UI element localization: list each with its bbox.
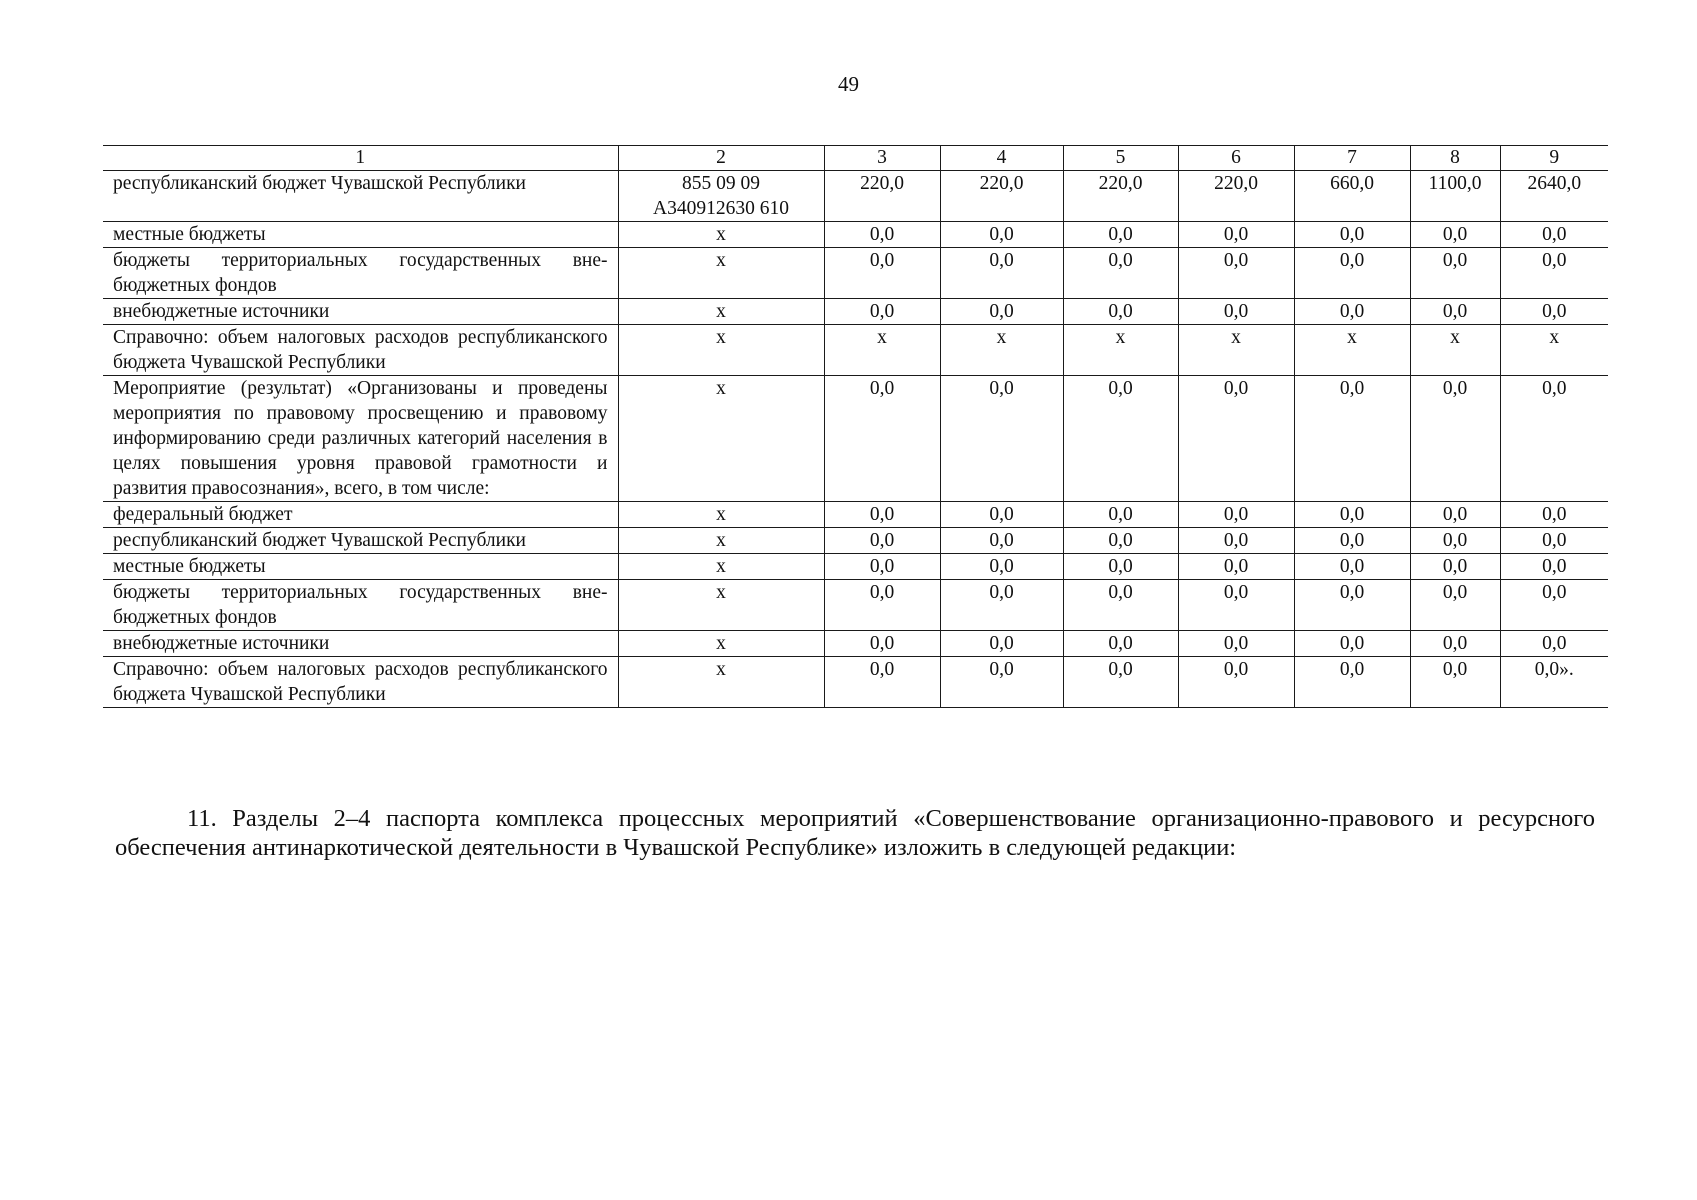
- value-cell-year-2: 0,0: [940, 580, 1063, 631]
- value-cell-year-7: 0,0: [1500, 222, 1608, 248]
- value-cell-year-5: 0,0: [1294, 299, 1410, 325]
- value-cell-year-1: 220,0: [824, 171, 940, 222]
- budget-code-cell: x: [618, 657, 824, 708]
- value-cell-year-4: 0,0: [1178, 528, 1294, 554]
- table-row: [103, 248, 1608, 299]
- table-row: [103, 222, 1608, 248]
- column-header-7: 7: [1294, 146, 1410, 171]
- value-cell-year-3: 0,0: [1063, 528, 1178, 554]
- value-cell-year-1: 0,0: [824, 299, 940, 325]
- budget-code-cell: x: [618, 248, 824, 299]
- value-cell-year-4: x: [1178, 325, 1294, 376]
- value-cell-year-5: 660,0: [1294, 171, 1410, 222]
- value-cell-year-2: 0,0: [940, 554, 1063, 580]
- value-cell-year-2: 0,0: [940, 222, 1063, 248]
- budget-code-cell: 855 09 09 А340912630 610: [618, 171, 824, 222]
- value-cell-year-4: 0,0: [1178, 554, 1294, 580]
- budget-code-cell: x: [618, 299, 824, 325]
- budget-code-cell: x: [618, 528, 824, 554]
- page-number: 49: [838, 72, 859, 96]
- value-cell-year-1: 0,0: [824, 222, 940, 248]
- value-cell-year-3: 0,0: [1063, 631, 1178, 657]
- value-cell-year-7: 2640,0: [1500, 171, 1608, 222]
- value-cell-year-1: 0,0: [824, 631, 940, 657]
- value-cell-year-7: x: [1500, 325, 1608, 376]
- value-cell-year-4: 0,0: [1178, 376, 1294, 502]
- value-cell-year-4: 0,0: [1178, 657, 1294, 708]
- column-header-2: 2: [618, 146, 824, 171]
- column-header-1: 1: [103, 146, 618, 171]
- value-cell-year-6: 0,0: [1410, 631, 1500, 657]
- row-label: местные бюджеты: [103, 222, 618, 248]
- budget-code-cell: x: [618, 325, 824, 376]
- value-cell-year-6: 0,0: [1410, 554, 1500, 580]
- row-label: республиканский бюджет Чувашской Республики: [103, 528, 618, 554]
- row-label: бюджеты территориальных государственных внебюджетных фондов: [103, 248, 618, 299]
- row-label: федеральный бюджет: [103, 502, 618, 528]
- value-cell-year-3: 0,0: [1063, 554, 1178, 580]
- value-cell-year-2: 0,0: [940, 657, 1063, 708]
- value-cell-year-7: 0,0: [1500, 528, 1608, 554]
- value-cell-year-6: 0,0: [1410, 580, 1500, 631]
- value-cell-year-5: 0,0: [1294, 528, 1410, 554]
- value-cell-year-3: 0,0: [1063, 299, 1178, 325]
- value-cell-year-6: x: [1410, 325, 1500, 376]
- value-cell-year-3: 0,0: [1063, 376, 1178, 502]
- value-cell-year-1: 0,0: [824, 376, 940, 502]
- table-header-row: [103, 146, 1608, 171]
- column-header-4: 4: [940, 146, 1063, 171]
- budget-code-cell: x: [618, 554, 824, 580]
- body-paragraph: 11. Разделы 2–4 паспорта комплекса процессных мероприятий «Совершенствование организационно-правового и ресурсного обеспечения антинаркотической деятельности в Чувашской Республике» изложить в следующей редакции:: [115, 805, 1595, 861]
- value-cell-year-1: 0,0: [824, 657, 940, 708]
- value-cell-year-6: 0,0: [1410, 299, 1500, 325]
- value-cell-year-1: 0,0: [824, 248, 940, 299]
- value-cell-year-2: x: [940, 325, 1063, 376]
- value-cell-year-5: 0,0: [1294, 580, 1410, 631]
- value-cell-year-5: 0,0: [1294, 554, 1410, 580]
- value-cell-year-3: 0,0: [1063, 502, 1178, 528]
- table-row: [103, 657, 1608, 708]
- value-cell-year-4: 0,0: [1178, 631, 1294, 657]
- value-cell-year-4: 220,0: [1178, 171, 1294, 222]
- value-cell-year-4: 0,0: [1178, 248, 1294, 299]
- row-label: республиканский бюджет Чувашской Республики: [103, 171, 618, 222]
- table-row: [103, 502, 1608, 528]
- value-cell-year-7: 0,0: [1500, 502, 1608, 528]
- value-cell-year-4: 0,0: [1178, 299, 1294, 325]
- value-cell-year-3: 0,0: [1063, 222, 1178, 248]
- row-label: Справочно: объем налоговых расходов республиканского бюджета Чувашской Республики: [103, 657, 618, 708]
- value-cell-year-3: 220,0: [1063, 171, 1178, 222]
- value-cell-year-5: 0,0: [1294, 631, 1410, 657]
- value-cell-year-3: x: [1063, 325, 1178, 376]
- table-row: [103, 528, 1608, 554]
- value-cell-year-5: 0,0: [1294, 376, 1410, 502]
- value-cell-year-1: 0,0: [824, 528, 940, 554]
- value-cell-year-2: 0,0: [940, 376, 1063, 502]
- value-cell-year-4: 0,0: [1178, 502, 1294, 528]
- column-header-5: 5: [1063, 146, 1178, 171]
- value-cell-year-3: 0,0: [1063, 248, 1178, 299]
- value-cell-year-7: 0,0: [1500, 376, 1608, 502]
- budget-code-cell: x: [618, 580, 824, 631]
- value-cell-year-6: 0,0: [1410, 528, 1500, 554]
- value-cell-year-5: 0,0: [1294, 502, 1410, 528]
- value-cell-year-2: 0,0: [940, 528, 1063, 554]
- value-cell-year-6: 0,0: [1410, 376, 1500, 502]
- value-cell-year-1: 0,0: [824, 502, 940, 528]
- budget-code-cell: x: [618, 502, 824, 528]
- value-cell-year-2: 220,0: [940, 171, 1063, 222]
- financing-table: [103, 145, 1608, 708]
- value-cell-year-1: x: [824, 325, 940, 376]
- budget-code-cell: x: [618, 631, 824, 657]
- table-row: [103, 631, 1608, 657]
- value-cell-year-3: 0,0: [1063, 657, 1178, 708]
- value-cell-year-1: 0,0: [824, 580, 940, 631]
- value-cell-year-4: 0,0: [1178, 222, 1294, 248]
- column-header-9: 9: [1500, 146, 1608, 171]
- row-label: внебюджетные источники: [103, 631, 618, 657]
- column-header-6: 6: [1178, 146, 1294, 171]
- row-label: Мероприятие (результат) «Организованы и проведены мероприятия по правовому просвещению и правовому информированию среди различных категорий населения в целях повышения уровня правовой грамотности и развития правосознания», всего, в том числе:: [103, 376, 618, 502]
- value-cell-year-6: 0,0: [1410, 502, 1500, 528]
- table-row: [103, 554, 1608, 580]
- value-cell-year-6: 0,0: [1410, 222, 1500, 248]
- value-cell-year-2: 0,0: [940, 502, 1063, 528]
- value-cell-year-2: 0,0: [940, 299, 1063, 325]
- table-row: [103, 299, 1608, 325]
- value-cell-year-7: 0,0: [1500, 554, 1608, 580]
- value-cell-year-5: 0,0: [1294, 248, 1410, 299]
- value-cell-year-2: 0,0: [940, 631, 1063, 657]
- value-cell-year-7: 0,0: [1500, 299, 1608, 325]
- table-row: [103, 376, 1608, 502]
- value-cell-year-1: 0,0: [824, 554, 940, 580]
- value-cell-year-5: 0,0: [1294, 657, 1410, 708]
- value-cell-year-7: 0,0: [1500, 580, 1608, 631]
- value-cell-year-3: 0,0: [1063, 580, 1178, 631]
- table-row: [103, 171, 1608, 222]
- row-label: местные бюджеты: [103, 554, 618, 580]
- row-label: внебюджетные источники: [103, 299, 618, 325]
- value-cell-year-5: x: [1294, 325, 1410, 376]
- table-row: [103, 325, 1608, 376]
- value-cell-year-7: 0,0: [1500, 248, 1608, 299]
- value-cell-year-5: 0,0: [1294, 222, 1410, 248]
- table-row: [103, 580, 1608, 631]
- value-cell-year-7: 0,0: [1500, 631, 1608, 657]
- value-cell-year-6: 1100,0: [1410, 171, 1500, 222]
- budget-code-cell: x: [618, 222, 824, 248]
- value-cell-year-2: 0,0: [940, 248, 1063, 299]
- value-cell-year-6: 0,0: [1410, 248, 1500, 299]
- value-cell-year-4: 0,0: [1178, 580, 1294, 631]
- value-cell-year-7: 0,0».: [1500, 657, 1608, 708]
- row-label: бюджеты территориальных государственных внебюджетных фондов: [103, 580, 618, 631]
- value-cell-year-6: 0,0: [1410, 657, 1500, 708]
- column-header-8: 8: [1410, 146, 1500, 171]
- table-body: [103, 171, 1608, 708]
- budget-code-cell: x: [618, 376, 824, 502]
- column-header-3: 3: [824, 146, 940, 171]
- row-label: Справочно: объем налоговых расходов республиканского бюджета Чувашской Республики: [103, 325, 618, 376]
